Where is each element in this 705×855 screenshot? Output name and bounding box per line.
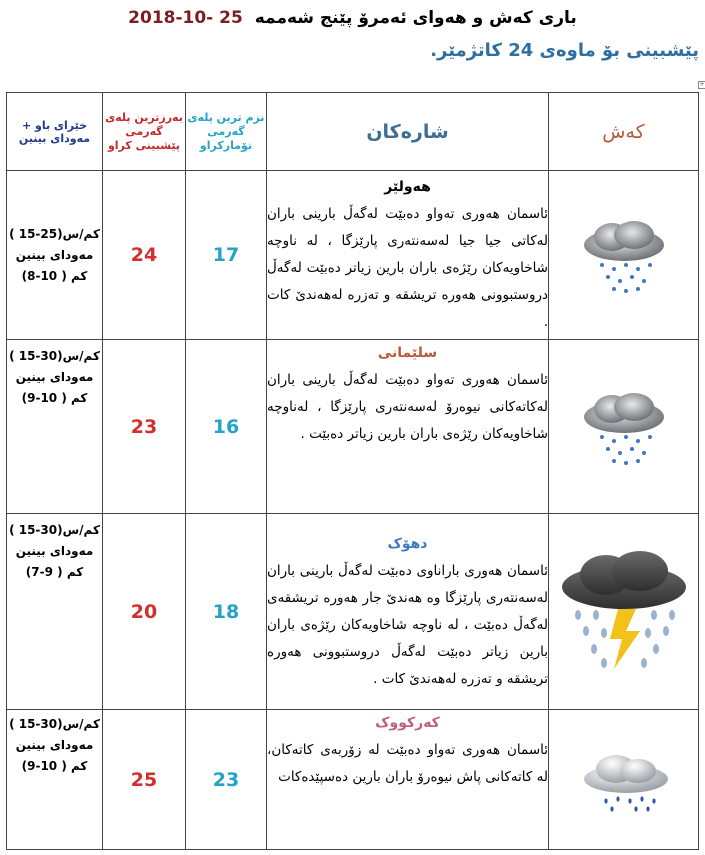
- table-row: [7, 171, 699, 340]
- wind-speed: ( 15-30)کم/س: [9, 717, 100, 731]
- city-name: سلێمانی: [377, 345, 438, 361]
- weather-table: [6, 92, 699, 850]
- wind-cell: [7, 171, 103, 340]
- weather-icon-cell: [549, 171, 699, 340]
- forecast-text: ئاسمان هەوری تەواو دەبێت لە زۆربەی کاتەکان، لە کاتەکانی پاش نیوەرۆ باران بارین دەسپێدەکات: [267, 742, 548, 785]
- table-move-handle[interactable]: +: [699, 81, 705, 88]
- visibility-value: (9-10 ) کم: [21, 391, 88, 405]
- visibility-value: (9-10 ) کم: [21, 759, 88, 773]
- max-temp: 25: [103, 710, 186, 850]
- visibility-label: مەودای بینین: [15, 544, 94, 558]
- city-name: کەرکووک: [375, 715, 440, 731]
- cloud-rain-icon: [574, 387, 674, 467]
- min-temp: 18: [186, 514, 267, 710]
- thunderstorm-icon: [556, 549, 692, 675]
- header-max-temp: بەرزترین پلەی گەرمی پێشبینی کراو: [103, 93, 186, 171]
- report-date: 2018-10- 25: [128, 8, 243, 28]
- min-temp: 16: [186, 340, 267, 514]
- forecast-subtitle: پێشبینی بۆ ماوەی 24 کاتژمێر.: [430, 40, 699, 61]
- forecast-text: ئاسمان هەوری باراناوی دەبێت لەگەڵ بارینی باران لەسەنتەری پارێزگا وە هەندێ جار هەورە تریشقەی لەگەڵ دەبێت ، لە ناوچە شاخاویەکان رێژەی باران بارین زیاتر دەبێت لەگەڵ دروستبوونی هەورە تریشقە و تەزرە لەهەندێ کات .: [267, 562, 548, 687]
- table-row: [7, 514, 699, 710]
- description-cell: [267, 171, 549, 340]
- wind-speed: ( 15-30)کم/س: [9, 523, 100, 537]
- table-header-row: [7, 93, 699, 171]
- visibility-label: مەودای بینین: [15, 738, 94, 752]
- forecast-text: ئاسمان هەوری تەواو دەبێت لەگەڵ بارینی باران لەکاتی جیا جیا لەسەنتەری پارێزگا ، لە ناوچە شاخاویەکان رێژەی باران بارین زیاتر دەبێت لەگەڵ دروستبوونی هەورە تریشقە و تەزرە لەهەندێ کات .: [267, 206, 548, 330]
- table-row: [7, 340, 699, 514]
- cloud-drizzle-icon: [576, 745, 672, 815]
- visibility-label: مەودای بینین: [15, 247, 94, 262]
- visibility-value: (7-9 ) کم: [25, 565, 84, 579]
- weather-icon-cell: [549, 710, 699, 850]
- description-cell: [267, 340, 549, 514]
- header-wind: خێرای باو + مەودای بینین: [7, 93, 103, 171]
- header-min-temp: نزم ترین پلەی گەرمی تۆمارکراو: [186, 93, 267, 171]
- wind-speed: ( 15-25)کم/س: [9, 226, 100, 241]
- city-name: دهۆک: [387, 535, 428, 552]
- cloud-rain-icon: [574, 215, 674, 295]
- max-temp: 23: [103, 340, 186, 514]
- description-cell: [267, 710, 549, 850]
- max-temp: 20: [103, 514, 186, 710]
- weather-icon-cell: [549, 514, 699, 710]
- wind-speed: ( 15-30)کم/س: [9, 349, 100, 363]
- page-title: [0, 8, 705, 28]
- wind-cell: [7, 514, 103, 710]
- title-text: باری کەش و هەوای ئەمرۆ پێنج شەممە: [254, 8, 577, 28]
- visibility-label: مەودای بینین: [15, 370, 94, 384]
- visibility-value: (8-10 ) کم: [21, 268, 88, 283]
- header-cities: شارەکان: [267, 93, 549, 171]
- weather-icon-cell: [549, 340, 699, 514]
- wind-cell: [7, 710, 103, 850]
- wind-cell: [7, 340, 103, 514]
- header-weather: کەش: [549, 93, 699, 171]
- table-row: [7, 710, 699, 850]
- forecast-text: ئاسمان هەوری تەواو دەبێت لەگەڵ بارینی باران لەکاتەکانی نیوەرۆ لەسەنتەری پارێزگا ، لەناوچە شاخاویەکان رێژەی باران بارین زیاتر دەبێت .: [267, 372, 548, 442]
- min-temp: 17: [186, 171, 267, 340]
- max-temp: 24: [103, 171, 186, 340]
- description-cell: [267, 514, 549, 710]
- min-temp: 23: [186, 710, 267, 850]
- city-name: هەولێر: [384, 179, 431, 195]
